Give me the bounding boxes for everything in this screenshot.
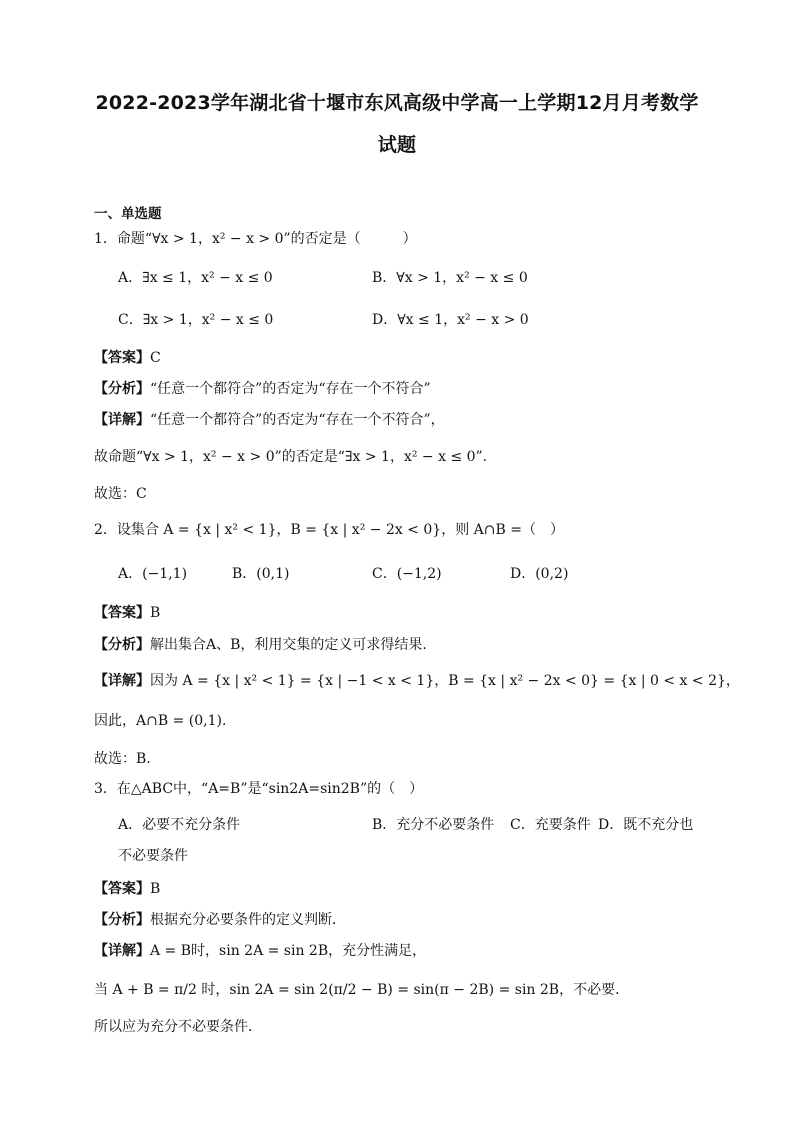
question-2-option-b: B．(0,1) bbox=[232, 566, 290, 582]
question-2-option-c: C．(−1,2) bbox=[372, 566, 442, 582]
question-2-detail-row bbox=[94, 671, 740, 691]
question-1-option-d: D．∀x ≤ 1，x² − x > 0 bbox=[372, 312, 529, 328]
section-heading: 一、单选题 bbox=[94, 206, 162, 222]
question-3-option-d-cont: 不必要条件 bbox=[118, 848, 188, 864]
detail-label: 【详解】 bbox=[94, 673, 150, 689]
analysis-label: 【分析】 bbox=[94, 912, 150, 928]
question-3-answer-row bbox=[94, 879, 160, 899]
question-3-detail-line3: 所以应为充分不必要条件． bbox=[94, 1019, 262, 1035]
question-1-option-b: B．∀x > 1，x² − x ≤ 0 bbox=[372, 270, 528, 286]
document-title-line2: 试题 bbox=[377, 134, 417, 156]
answer-label: 【答案】 bbox=[94, 881, 150, 897]
document-title-line1: 2022-2023学年湖北省十堰市东风高级中学高一上学期12月月考数学 bbox=[95, 92, 699, 114]
analysis-label: 【分析】 bbox=[94, 637, 150, 653]
answer-label: 【答案】 bbox=[94, 350, 150, 366]
question-1-detail-row bbox=[94, 410, 445, 430]
question-2-answer: B bbox=[150, 605, 161, 621]
question-2-detail-line2: 因此，A∩B = (0,1). bbox=[94, 713, 227, 729]
question-2-detail-line3: 故选：B. bbox=[94, 751, 151, 767]
question-1-option-c: C．∃x > 1，x² − x ≤ 0 bbox=[118, 312, 274, 328]
question-3-option-b: B．充分不必要条件 bbox=[372, 817, 495, 833]
question-3-detail-line1: A = B时，sin 2A = sin 2B，充分性满足， bbox=[150, 943, 427, 959]
question-2-stem: 2．设集合 A = {x | x² < 1}，B = {x | x² − 2x < 0}，则 A∩B =（ ） bbox=[94, 522, 564, 538]
question-1-option-a: A．∃x ≤ 1，x² − x ≤ 0 bbox=[118, 270, 273, 286]
question-3-option-c: C．充要条件 bbox=[510, 817, 591, 833]
question-3-stem: 3．在△ABC中，“A=B”是“sin2A=sin2B”的（ ） bbox=[94, 781, 424, 797]
question-3-analysis: 根据充分必要条件的定义判断． bbox=[150, 912, 346, 928]
detail-label: 【详解】 bbox=[94, 412, 150, 428]
question-1-stem: 1．命题“∀x > 1，x² − x > 0”的否定是（ ） bbox=[94, 231, 417, 247]
question-1-answer-row bbox=[94, 348, 161, 368]
question-2-option-d: D．(0,2) bbox=[510, 566, 569, 582]
question-3-analysis-row bbox=[94, 910, 346, 930]
analysis-label: 【分析】 bbox=[94, 381, 150, 397]
question-3-detail-line2: 当 A + B = π/2 时，sin 2A = sin 2(π/2 − B) = sin(π − 2B) = sin 2B，不必要． bbox=[94, 982, 630, 998]
question-1-answer: C bbox=[150, 350, 161, 366]
question-1-analysis: “任意一个都符合”的否定为“存在一个不符合” bbox=[150, 381, 431, 397]
question-3-detail-row bbox=[94, 941, 426, 961]
question-2-analysis-row bbox=[94, 635, 427, 655]
question-3-answer: B bbox=[150, 881, 161, 897]
question-2-answer-row bbox=[94, 603, 160, 623]
question-1-analysis-row bbox=[94, 379, 431, 399]
answer-label: 【答案】 bbox=[94, 605, 150, 621]
question-1-detail-line3: 故选：C bbox=[94, 486, 147, 502]
question-2-detail-line1: 因为 A = {x | x² < 1} = {x | −1 < x < 1}，B = {x | x² − 2x < 0} = {x | 0 < x < 2}， bbox=[150, 673, 740, 689]
question-2-analysis: 解出集合A、B，利用交集的定义可求得结果. bbox=[150, 637, 427, 653]
detail-label: 【详解】 bbox=[94, 943, 150, 959]
question-1-detail-line2: 故命题“∀x > 1，x² − x > 0”的否定是“∃x > 1，x² − x ≤ 0”. bbox=[94, 449, 488, 465]
question-3-option-a: A．必要不充分条件 bbox=[118, 817, 241, 833]
question-1-detail-line1: “任意一个都符合”的否定为“存在一个不符合”， bbox=[150, 412, 445, 428]
question-2-option-a: A．(−1,1) bbox=[118, 566, 188, 582]
question-3-option-d: D．既不充分也 bbox=[598, 817, 694, 833]
